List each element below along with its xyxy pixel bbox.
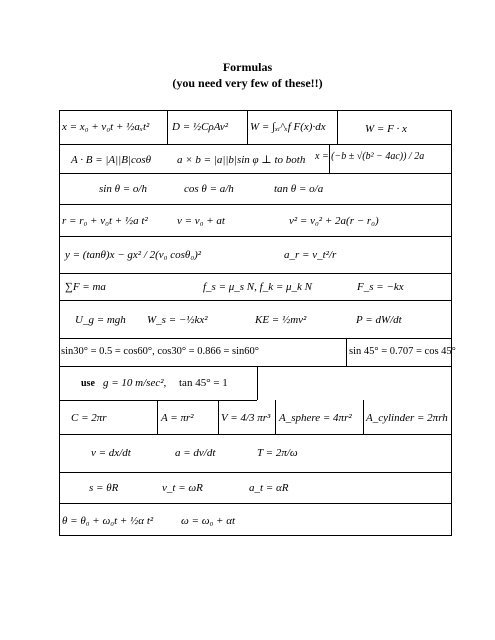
table-rule (346, 338, 347, 366)
circumference-equation: C = 2πr (71, 412, 107, 424)
table-rule (59, 472, 452, 473)
spring-work-equation: W_s = −½kx² (147, 314, 208, 326)
table-rule (59, 503, 452, 504)
trig-values: sin30° = 0.5 = cos60°, cos30° = 0.866 = sin60° (61, 346, 259, 357)
friction-equation: f_s = μ_s N, f_k = μ_k N (203, 281, 313, 293)
table-rule (157, 400, 158, 434)
table-rule (275, 400, 276, 434)
trajectory-equation: y = (tanθ)x − gx² / 2(v₀ cosθ₀)² (65, 249, 202, 261)
trig-45-values: sin 45° = 0.707 = cos 45° (349, 346, 456, 357)
tangential-velocity-equation: v_t = ωR (162, 482, 203, 494)
quadratic-formula: x = (−b ± √(b² − 4ac)) / 2a (315, 151, 425, 162)
table-rule (59, 400, 257, 401)
table-rule (59, 535, 452, 536)
use-label: use (81, 378, 95, 389)
velocity-squared-equation: v² = v₀² + 2a(r − r₀) (289, 215, 379, 227)
period-equation: T = 2π/ω (257, 447, 298, 459)
spring-force-equation: F_s = −kx (357, 281, 404, 293)
gravitational-potential-equation: U_g = mgh (75, 314, 126, 326)
radial-acceleration-equation: a_r = v_t²/r (284, 249, 337, 261)
table-rule (59, 273, 452, 274)
table-rule (59, 173, 452, 174)
table-rule (363, 400, 364, 434)
tan-45-value: tan 45° = 1 (179, 377, 228, 389)
table-rule (218, 400, 219, 434)
acceleration-definition: a = dv/dt (175, 447, 216, 459)
table-rule (59, 110, 60, 536)
table-rule (59, 236, 452, 237)
kinetic-energy-equation: KE = ½mv² (255, 314, 307, 326)
sphere-volume-equation: V = 4/3 πr³ (221, 412, 271, 424)
tangential-acceleration-equation: a_t = αR (249, 482, 289, 494)
position-equation: x = x₀ + v₀t + ½aₓt² (62, 121, 150, 133)
work-integral-equation: W = ∫ₓᵢ^ₓf F(x)·dx (250, 121, 326, 133)
table-rule (59, 338, 452, 339)
cross-product-equation: a × b = |a||b|sin φ ⊥ to both (177, 154, 306, 166)
work-equation: W = F · x (365, 123, 407, 135)
table-rule (59, 366, 452, 367)
table-rule (247, 110, 248, 144)
vector-velocity-equation: v = v₀ + at (177, 215, 225, 227)
cosine-definition: cos θ = a/h (184, 183, 234, 195)
table-rule (59, 204, 452, 205)
sine-definition: sin θ = o/h (99, 183, 147, 195)
dot-product-equation: A · B = |A||B|cosθ (71, 154, 152, 166)
drag-equation: D = ½CρAv² (172, 121, 229, 133)
tangent-definition: tan θ = o/a (274, 183, 324, 195)
sphere-area-equation: A_sphere = 4πr² (279, 412, 352, 424)
newton-second-law: ∑F = ma (65, 281, 106, 293)
arc-length-equation: s = θR (89, 482, 119, 494)
angular-position-equation: θ = θ₀ + ω₀t + ½α t² (62, 515, 154, 527)
vector-position-equation: r = r₀ + v₀t + ½a t² (62, 215, 148, 227)
table-rule (337, 110, 338, 144)
table-rule (59, 110, 452, 111)
table-rule (167, 110, 168, 144)
table-rule (59, 144, 452, 145)
table-rule (59, 300, 452, 301)
cylinder-area-equation: A_cylinder = 2πrh (366, 412, 448, 424)
formula-sheet (59, 110, 456, 535)
page-title: Formulas (222, 60, 273, 74)
circle-area-equation: A = πr² (161, 412, 194, 424)
table-rule (451, 110, 452, 536)
angular-velocity-equation: ω = ω₀ + αt (181, 515, 236, 527)
table-rule (59, 434, 452, 435)
page-subtitle: (you need very few of these!!) (172, 76, 323, 90)
power-equation: P = dW/dt (356, 314, 402, 326)
gravity-constant: g = 10 m/sec², (103, 377, 167, 389)
velocity-definition: v = dx/dt (91, 447, 131, 459)
table-rule (257, 366, 258, 400)
